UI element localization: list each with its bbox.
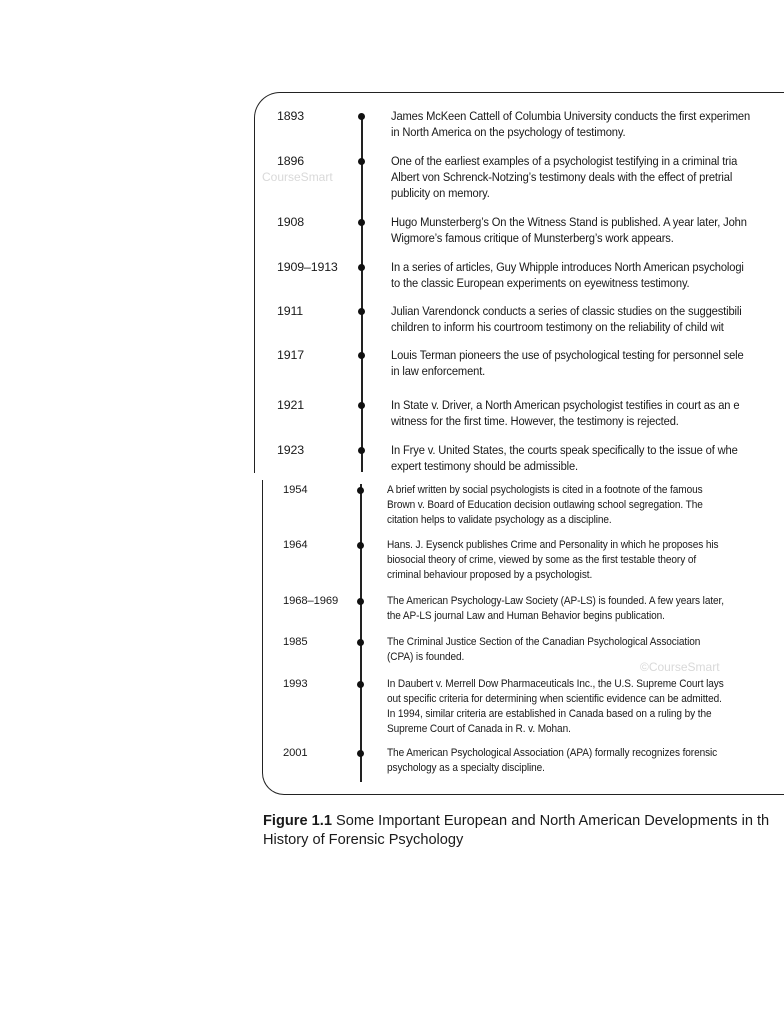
timeline-marker	[358, 264, 365, 271]
description-line: psychology as a specialty discipline.	[387, 762, 545, 774]
timeline-marker	[358, 402, 365, 409]
timeline-marker	[357, 681, 364, 688]
description-line: Albert von Schrenck-Notzing’s testimony deals with the effect of pretrial	[391, 170, 733, 184]
description-line: the AP-LS journal Law and Human Behavior begins publication.	[387, 610, 665, 622]
timeline-description	[391, 303, 742, 335]
timeline-year: 1917	[277, 348, 304, 362]
description-line: Brown v. Board of Education decision outlawing school segregation. The	[387, 499, 703, 511]
description-line: Hugo Munsterberg’s On the Witness Stand is published. A year later, John	[391, 215, 747, 229]
description-line: The Criminal Justice Section of the Canadian Psychological Association	[387, 636, 701, 648]
figure-label: Figure 1.1	[263, 813, 332, 829]
description-line: Julian Varendonck conducts a series of classic studies on the suggestibili	[391, 304, 742, 318]
watermark: ©CourseSmart	[640, 660, 720, 674]
description-line: A brief written by social psychologists is cited in a footnote of the famous	[387, 484, 703, 496]
timeline-year: 1908	[277, 215, 304, 229]
timeline-axis-bottom	[360, 484, 362, 782]
timeline-year: 1964	[283, 539, 308, 551]
description-line: criminal behaviour proposed by a psychologist.	[387, 569, 593, 581]
timeline-description	[387, 483, 703, 528]
description-line: in law enforcement.	[391, 364, 486, 378]
timeline-marker	[358, 308, 365, 315]
description-line: One of the earliest examples of a psychologist testifying in a criminal tria	[391, 154, 738, 168]
description-line: In a series of articles, Guy Whipple introduces North American psychologi	[391, 260, 744, 274]
description-line: Wigmore’s famous critique of Munsterberg’s work appears.	[391, 231, 674, 245]
timeline-year: 1923	[277, 443, 304, 457]
description-line: The American Psychological Association (APA) formally recognizes forensic	[387, 747, 718, 759]
timeline-year: 1896	[277, 154, 304, 168]
timeline-description	[387, 746, 717, 776]
timeline-marker	[358, 219, 365, 226]
description-line: Supreme Court of Canada in R. v. Mohan.	[387, 723, 571, 735]
description-line: In 1994, similar criteria are established in Canada based on a ruling by the	[387, 708, 712, 720]
caption-text-line2: History of Forensic Psychology	[263, 832, 464, 848]
timeline-description	[387, 538, 718, 583]
timeline-marker	[357, 598, 364, 605]
timeline-year: 2001	[283, 747, 308, 759]
watermark: CourseSmart	[262, 170, 333, 184]
timeline-marker	[358, 447, 365, 454]
timeline-axis-top	[361, 116, 363, 472]
description-line: In Frye v. United States, the courts speak specifically to the issue of whe	[391, 443, 738, 457]
timeline-description	[391, 259, 744, 291]
description-line: children to inform his courtroom testimony on the reliability of child wit	[391, 320, 724, 334]
description-line: citation helps to validate psychology as a discipline.	[387, 514, 612, 526]
description-line: out specific criteria for determining when scientific evidence can be admitted.	[387, 693, 722, 705]
timeline-description	[391, 214, 747, 246]
timeline-year: 1968–1969	[283, 595, 339, 607]
timeline-description	[387, 594, 724, 624]
timeline-description	[391, 347, 744, 379]
timeline-marker	[357, 750, 364, 757]
description-line: In Daubert v. Merrell Dow Pharmaceuticals Inc., the U.S. Supreme Court lays	[387, 678, 724, 690]
timeline-description	[387, 635, 700, 665]
timeline-marker	[358, 113, 365, 120]
timeline-marker	[357, 487, 364, 494]
timeline-description	[391, 397, 739, 429]
caption-text-line1: Some Important European and North American Developments in th	[331, 813, 770, 829]
description-line: witness for the first time. However, the testimony is rejected.	[391, 414, 679, 428]
timeline-marker	[357, 639, 364, 646]
timeline-year: 1993	[283, 678, 308, 690]
timeline-year: 1909–1913	[277, 260, 338, 274]
timeline-description	[391, 153, 737, 201]
timeline-description	[391, 442, 738, 474]
figure-caption	[263, 812, 784, 850]
description-line: (CPA) is founded.	[387, 651, 465, 663]
description-line: expert testimony should be admissible.	[391, 459, 579, 473]
timeline-marker	[358, 352, 365, 359]
description-line: Louis Terman pioneers the use of psychological testing for personnel sele	[391, 348, 744, 362]
timeline-marker	[358, 158, 365, 165]
timeline-year: 1921	[277, 398, 304, 412]
description-line: publicity on memory.	[391, 186, 490, 200]
description-line: The American Psychology-Law Society (AP-LS) is founded. A few years later,	[387, 595, 724, 607]
description-line: biosocial theory of crime, viewed by some as the first testable theory of	[387, 554, 697, 566]
description-line: James McKeen Cattell of Columbia University conducts the first experimen	[391, 109, 751, 123]
description-line: In State v. Driver, a North American psychologist testifies in court as an e	[391, 398, 740, 412]
timeline-year: 1954	[283, 484, 308, 496]
timeline-description	[387, 677, 724, 737]
description-line: to the classic European experiments on eyewitness testimony.	[391, 276, 690, 290]
timeline-year: 1911	[277, 304, 304, 318]
description-line: Hans. J. Eysenck publishes Crime and Personality in which he proposes his	[387, 539, 719, 551]
timeline-description	[391, 108, 750, 140]
timeline-year: 1985	[283, 636, 308, 648]
timeline-year: 1893	[277, 109, 304, 123]
timeline-marker	[357, 542, 364, 549]
description-line: in North America on the psychology of testimony.	[391, 125, 626, 139]
